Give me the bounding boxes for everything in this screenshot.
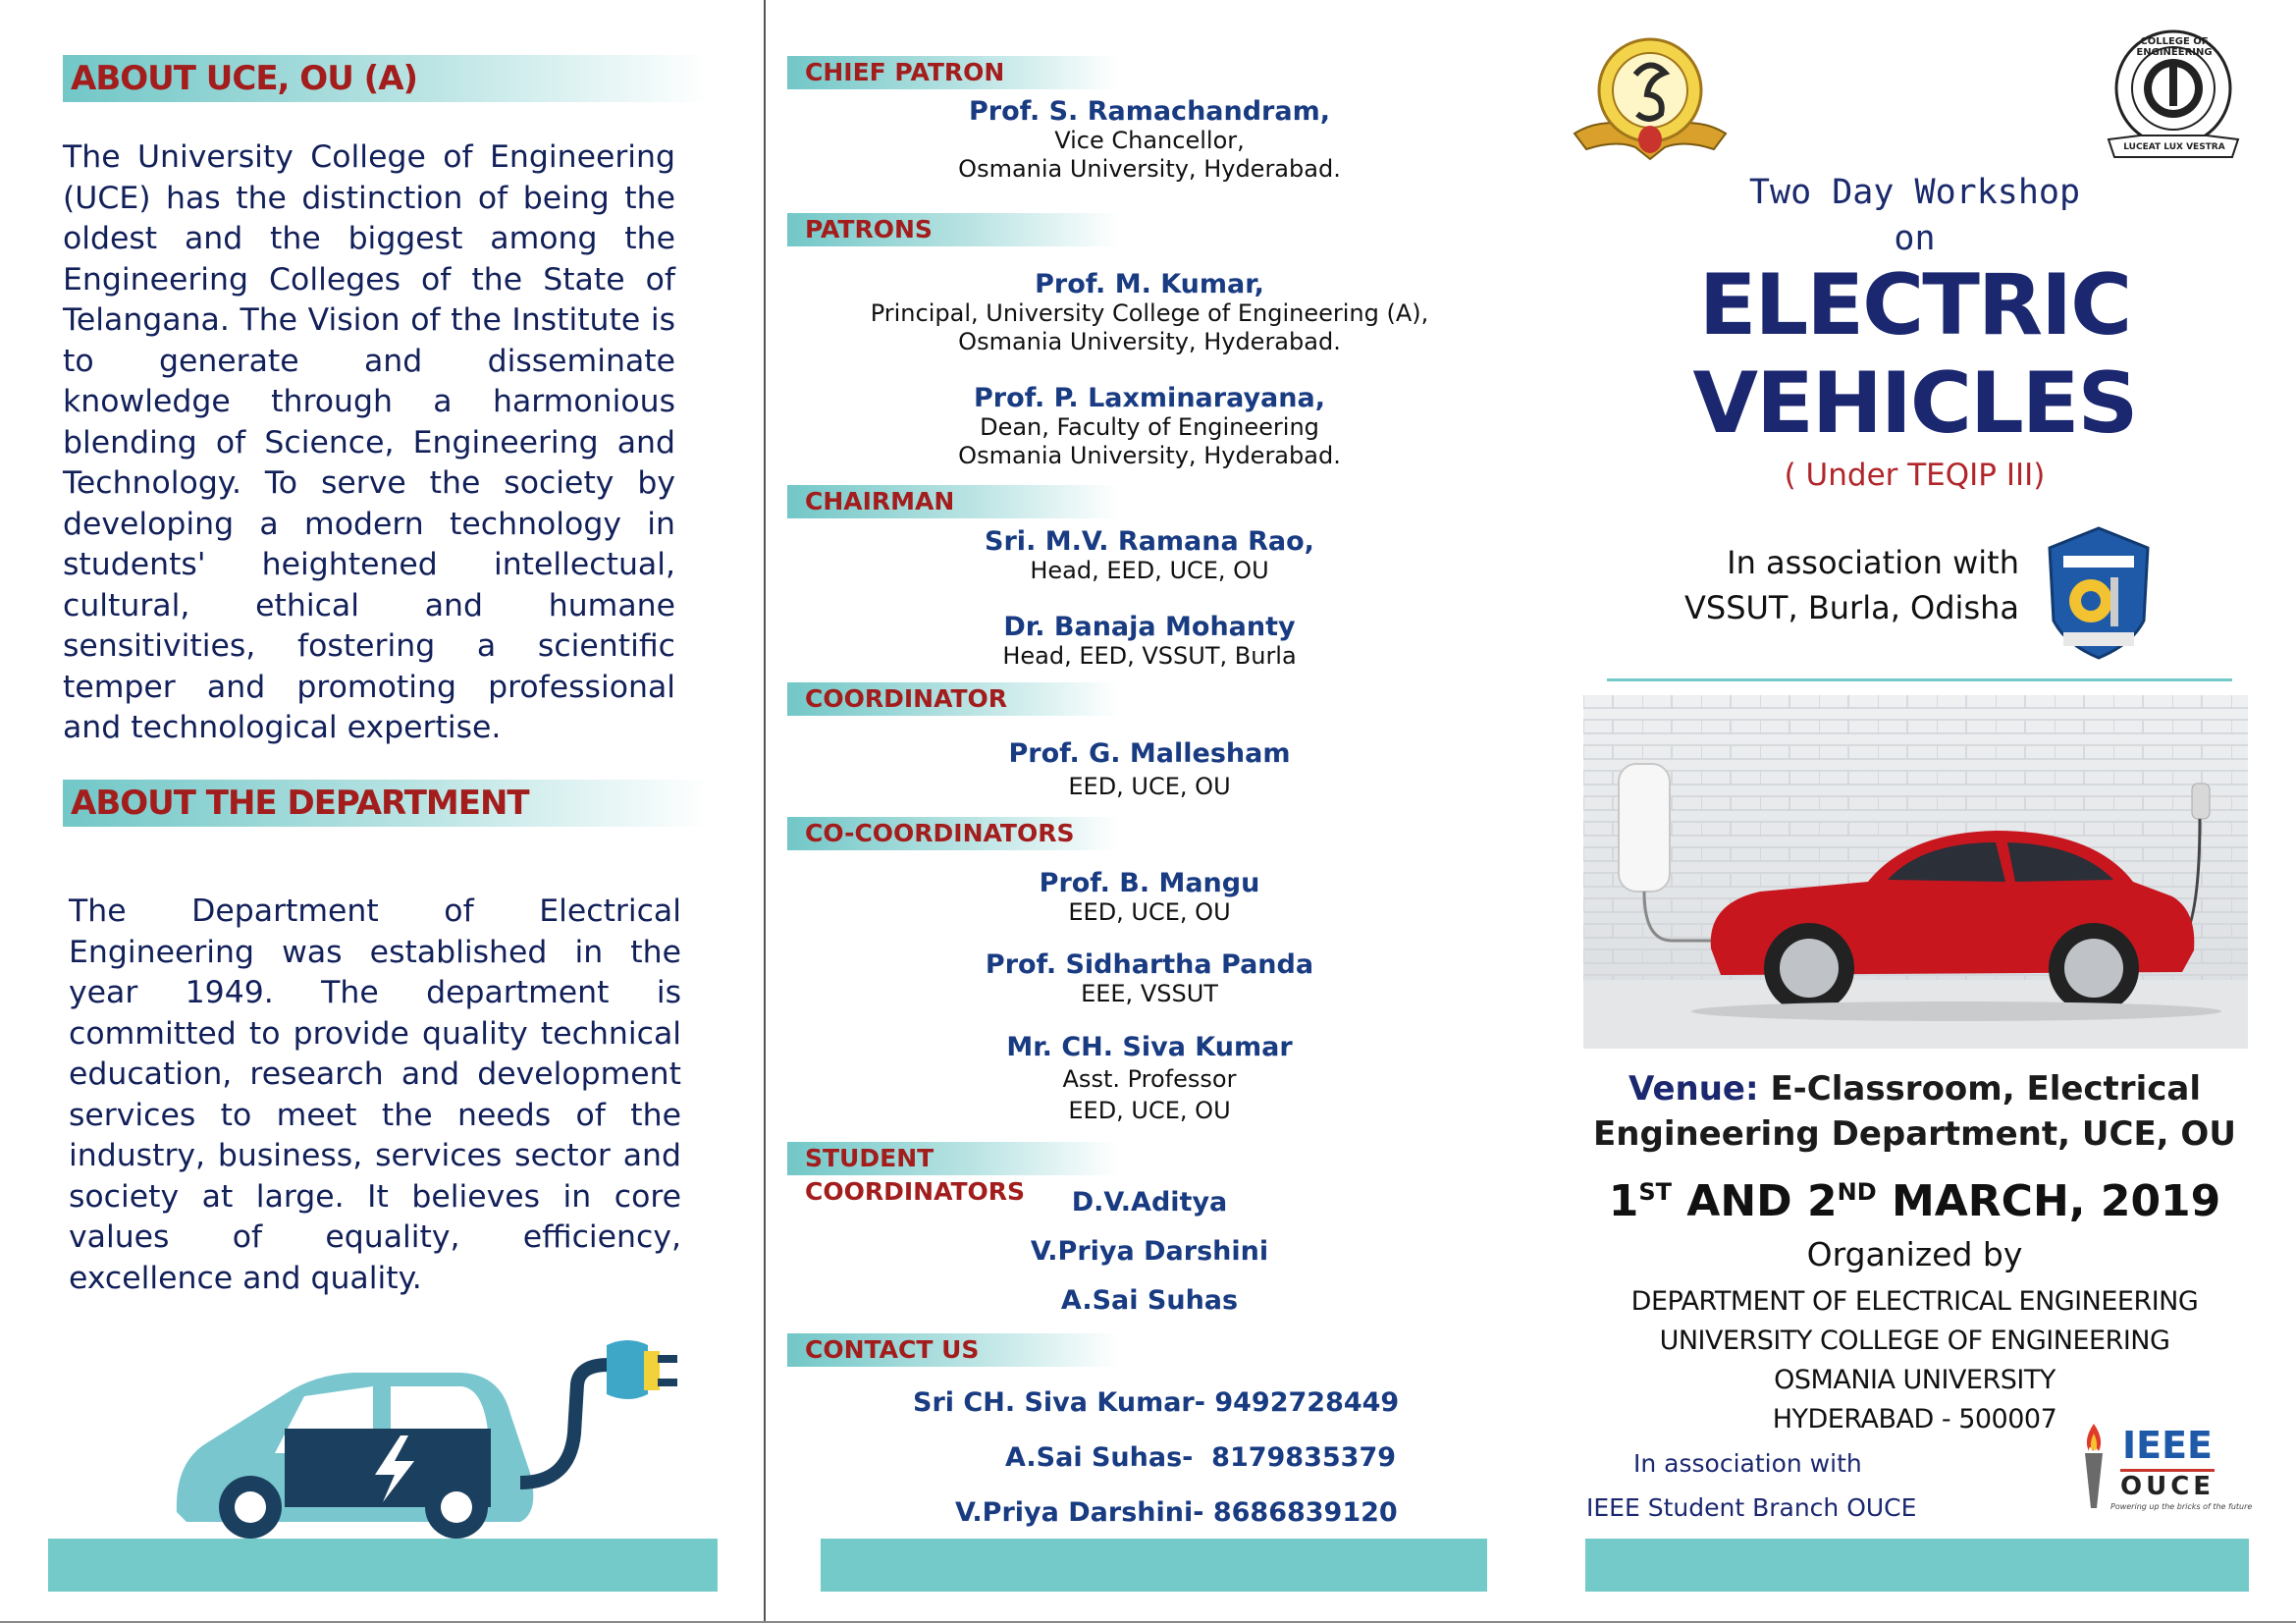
- title-line-2: VEHICLES: [1692, 354, 2137, 453]
- subtitle: ( Under TEQIP III): [1784, 458, 2046, 493]
- contact-entry: A.Sai Suhas- 8179835379: [1005, 1442, 1397, 1473]
- footer-bar: [48, 1539, 718, 1592]
- student-coordinator-name: D.V.Aditya: [1071, 1187, 1228, 1218]
- student-coordinator-block: [766, 1188, 1533, 1316]
- chief-patron-block: [766, 97, 1533, 184]
- workshop-line-2: on: [1894, 219, 1936, 258]
- footer-bar: [1585, 1539, 2249, 1592]
- coordinator-block: [766, 739, 1533, 801]
- title-line-1: ELECTRIC: [1698, 256, 2131, 354]
- workshop-line-1: Two Day Workshop: [1748, 173, 2081, 212]
- venue-line-1: E-Classroom, Electrical: [1770, 1069, 2201, 1109]
- chief-patron-line: Osmania University, Hyderabad.: [958, 155, 1341, 183]
- chairman-block: [766, 527, 1533, 585]
- footer-bar: [821, 1539, 1487, 1592]
- date-day-1: 1: [1608, 1176, 1639, 1226]
- about-uce-heading: ABOUT UCE, OU (A): [63, 55, 709, 102]
- patron-line: Osmania University, Hyderabad.: [958, 442, 1341, 469]
- coordinator-name: Prof. G. Mallesham: [1008, 738, 1291, 769]
- organized-by: Organized by: [1806, 1235, 2023, 1273]
- chairman-name: Sri. M.V. Ramana Rao,: [985, 526, 1314, 557]
- co-coordinator-line: Asst. Professor: [1062, 1065, 1237, 1093]
- ieee-assoc-line-1: In association with: [1633, 1449, 1862, 1478]
- chief-patron-line: Vice Chancellor,: [1054, 127, 1245, 154]
- osmania-university-seal-icon: [1567, 26, 1734, 167]
- about-dept-heading: ABOUT THE DEPARTMENT: [63, 780, 709, 827]
- chairman-name: Dr. Banaja Mohanty: [1003, 612, 1296, 642]
- co-coordinator-block: [766, 869, 1533, 927]
- co-coordinator-name: Prof. B. Mangu: [1039, 868, 1260, 898]
- event-date: [1533, 1176, 2296, 1226]
- patron-block: [766, 384, 1533, 470]
- student-coordinators-heading: STUDENT COORDINATORS: [787, 1142, 1119, 1175]
- chairman-line: Head, EED, UCE, OU: [1030, 557, 1269, 584]
- ieee-assoc-line-2: IEEE Student Branch OUCE: [1586, 1493, 1917, 1522]
- contact-entry: V.Priya Darshini- 8686839120: [955, 1497, 1398, 1528]
- organizer-line: HYDERABAD - 500007: [1772, 1404, 2057, 1435]
- college-seal-motto: LUCEAT LUX VESTRA: [2123, 142, 2225, 152]
- chairman-block: [766, 613, 1533, 671]
- chief-patron-heading: CHIEF PATRON: [787, 56, 1119, 89]
- patron-name: Prof. M. Kumar,: [1035, 269, 1264, 299]
- chairman-line: Head, EED, VSSUT, Burla: [1002, 642, 1297, 670]
- co-coordinator-line: EEE, VSSUT: [1081, 980, 1218, 1007]
- assoc-line-1: In association with: [1727, 544, 2019, 581]
- vssut-association: [1684, 540, 2019, 630]
- patron-block: [766, 270, 1533, 356]
- venue-label: Venue:: [1629, 1069, 1759, 1109]
- organizer-line: UNIVERSITY COLLEGE OF ENGINEERING: [1659, 1326, 2170, 1356]
- organizer-line: DEPARTMENT OF ELECTRICAL ENGINEERING: [1630, 1286, 2199, 1317]
- panel-cover: [1533, 0, 2296, 1622]
- page-bottom-border: [0, 1621, 2296, 1623]
- date-suffix-2: ND: [1837, 1178, 1877, 1206]
- coordinator-heading: COORDINATOR: [787, 682, 1119, 716]
- organizer-line: OSMANIA UNIVERSITY: [1774, 1365, 2056, 1395]
- student-coordinator-name: A.Sai Suhas: [1060, 1285, 1239, 1316]
- co-coordinator-line: EED, UCE, OU: [1068, 1097, 1231, 1124]
- red-electric-car-charging-photo-icon: [1583, 695, 2248, 1049]
- patrons-heading: PATRONS: [787, 213, 1119, 246]
- date-month-year: MARCH, 2019: [1876, 1176, 2221, 1226]
- co-coordinator-name: Prof. Sidhartha Panda: [985, 949, 1314, 980]
- chairman-heading: CHAIRMAN: [787, 485, 1119, 518]
- assoc-line-2: VSSUT, Burla, Odisha: [1683, 589, 2019, 626]
- date-day-2: AND 2: [1671, 1176, 1838, 1226]
- panel-about: [0, 0, 764, 1622]
- patron-name: Prof. P. Laxminarayana,: [974, 383, 1325, 413]
- co-coordinator-block: [766, 950, 1533, 1008]
- ieee-torch-icon: [2079, 1422, 2109, 1510]
- patron-line: Principal, University College of Engineering (A),: [870, 299, 1429, 327]
- ieee-logo-sub: OUCE: [2120, 1469, 2215, 1501]
- patron-line: Dean, Faculty of Engineering: [980, 413, 1319, 441]
- college-seal-text: COLLEGE OF ENGINEERING: [2136, 36, 2213, 58]
- vssut-logo-icon: [2042, 526, 2156, 662]
- divider: [1607, 678, 2232, 681]
- ieee-logo-text: IEEE: [2122, 1424, 2214, 1467]
- co-coordinator-line: EED, UCE, OU: [1068, 898, 1231, 926]
- organizer-block: [1533, 1282, 2296, 1439]
- contact-entry: Sri CH. Siva Kumar- 9492728449: [913, 1387, 1400, 1418]
- co-coordinators-heading: CO-COORDINATORS: [787, 817, 1119, 850]
- ieee-tagline: Powering up the bricks of the future: [2110, 1502, 2253, 1511]
- student-coordinator-name: V.Priya Darshini: [1030, 1236, 1269, 1267]
- electric-car-plug-icon: [167, 1326, 697, 1542]
- patron-line: Osmania University, Hyderabad.: [958, 328, 1341, 355]
- about-dept-text: The Department of Electrical Engineering was established in the year 1949. The department is committed to provide quality technical education, research and development services to meet the needs of the industry, business, services sector and society at large. It believes in core values of equality, efficiency, excellence and quality.: [69, 893, 681, 1296]
- venue: [1533, 1066, 2296, 1157]
- co-coordinator-name: Mr. CH. Siva Kumar: [1006, 1032, 1293, 1062]
- venue-line-2: Engineering Department, UCE, OU: [1593, 1114, 2236, 1154]
- chief-patron-name: Prof. S. Ramachandram,: [969, 96, 1330, 127]
- coordinator-line: EED, UCE, OU: [1068, 773, 1231, 800]
- about-uce-text: The University College of Engineering (UCE) has the distinction of being the oldest and the biggest among the Engineering Colleges of the State of Telangana. The Vision of the Institute is to generate and disseminate knowledge through a harmonious blending of Science, Engineering and Technology. To serve the society by developing a modern technology in students' heightened intellectual, cultural, ethical and humane sensitivities, fostering a scientific temper and promoting professional and technological expertise.: [63, 139, 675, 745]
- date-suffix-1: ST: [1638, 1178, 1672, 1206]
- panel-committee: [764, 0, 1535, 1622]
- contact-heading: CONTACT US: [787, 1333, 1119, 1367]
- co-coordinator-block: [766, 1033, 1533, 1125]
